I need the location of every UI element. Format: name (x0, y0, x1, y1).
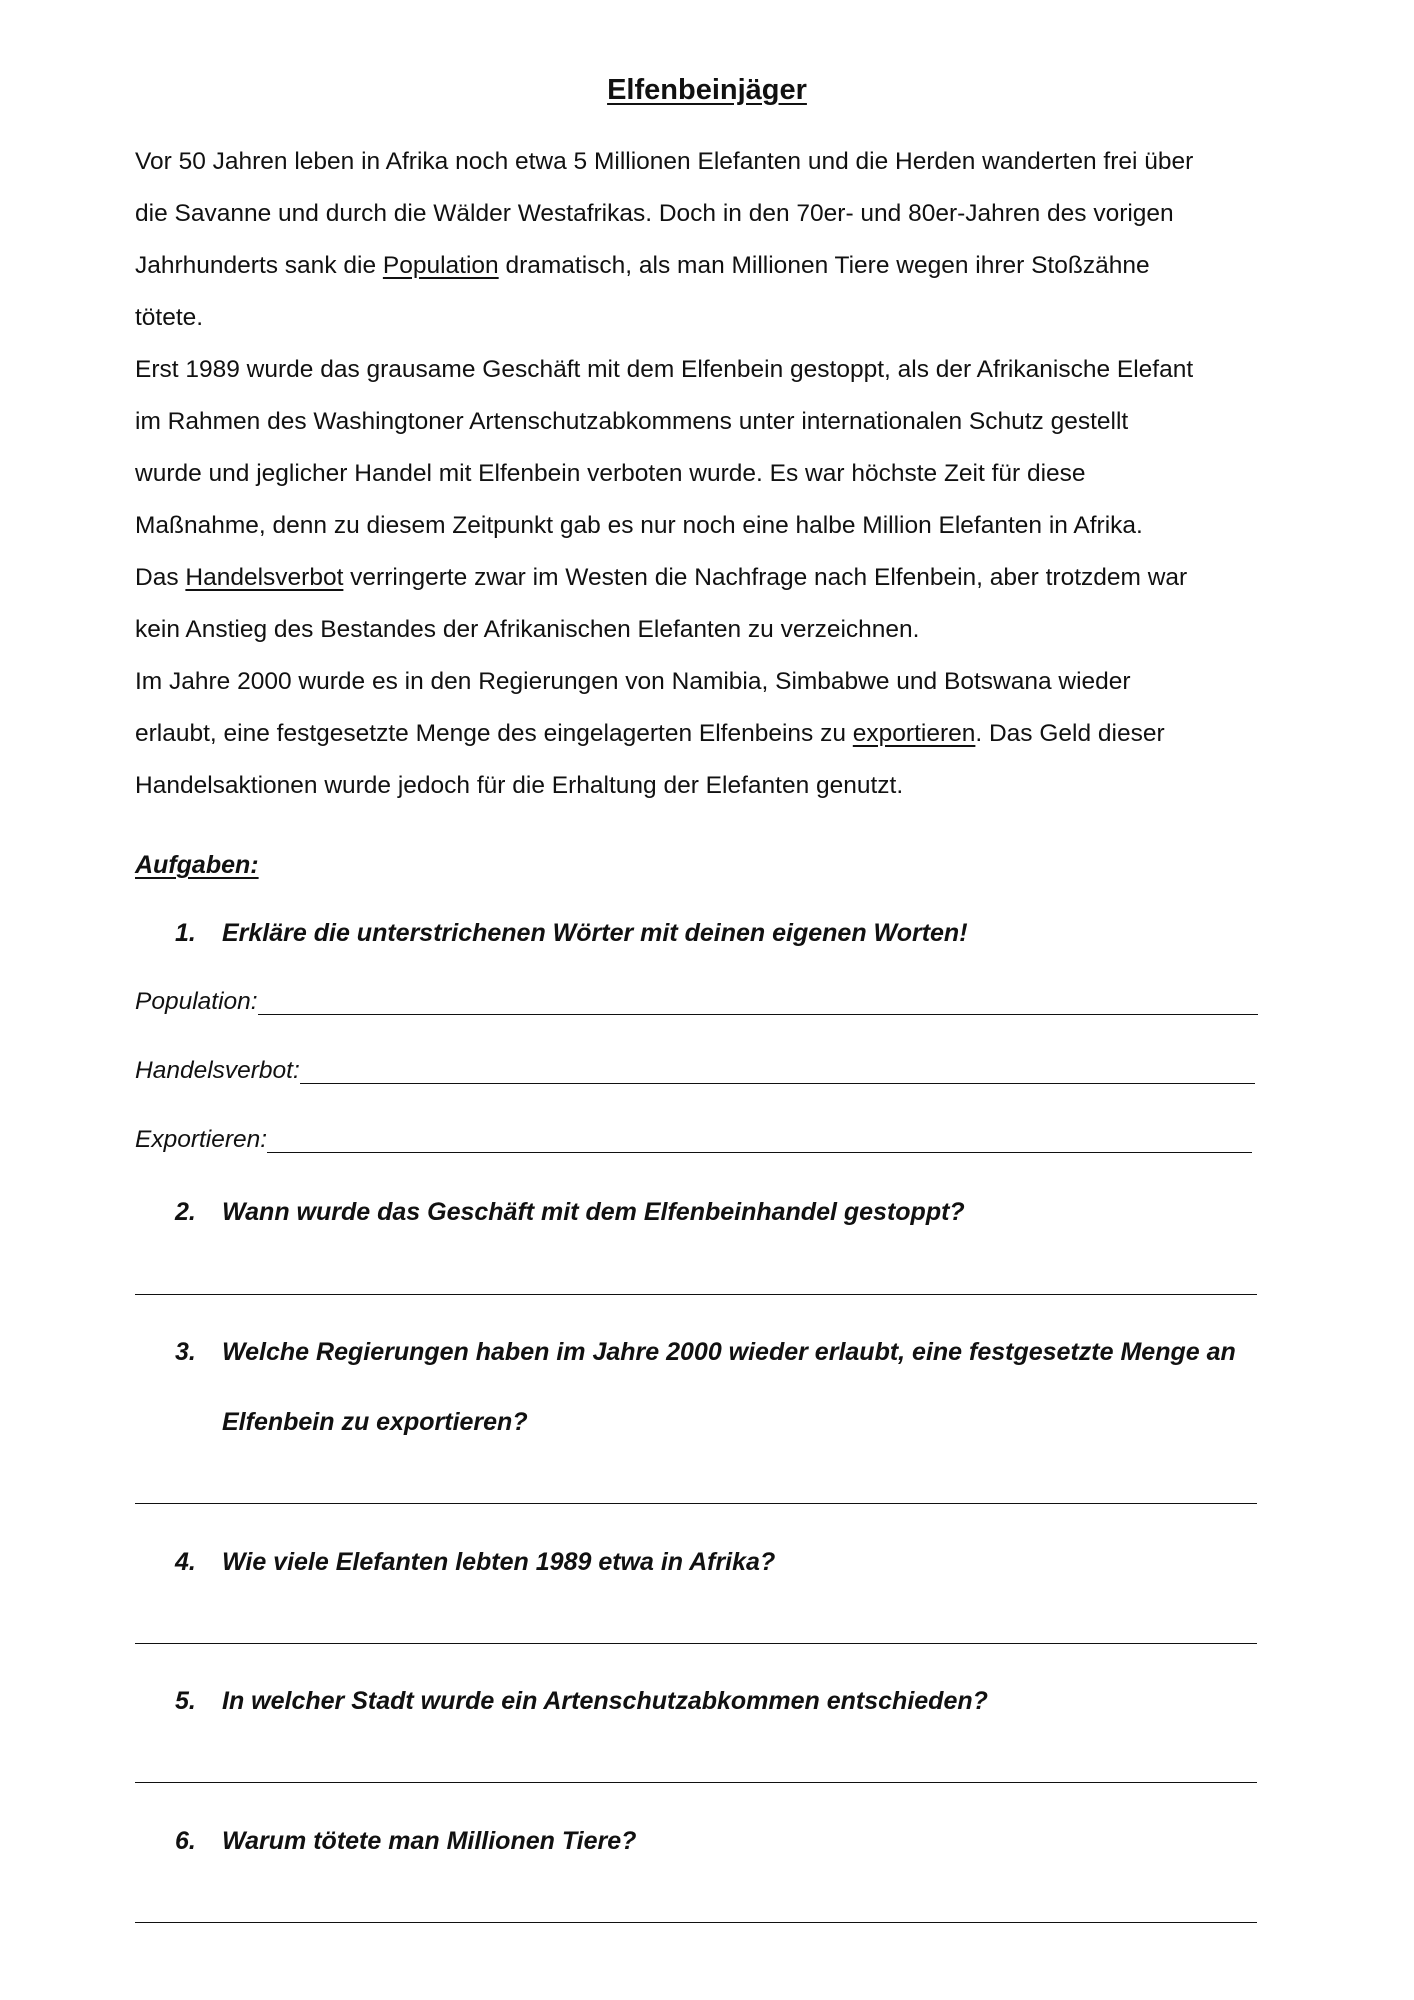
answer-line-question-5[interactable] (135, 1782, 1257, 1783)
question-number: 5. (175, 1687, 196, 1715)
text-line: kein Anstieg des Bestandes der Afrikanischen Elefanten zu verzeichnen. (135, 616, 920, 643)
underlined-term-population: Population (382, 252, 499, 279)
term-label: Exportieren: (135, 1126, 268, 1153)
answer-row-handelsverbot[interactable] (135, 1054, 1255, 1088)
question-number: 3. (175, 1338, 196, 1366)
answer-line-question-6[interactable] (135, 1922, 1257, 1923)
text-segment: . Das Geld dieser (975, 720, 1165, 747)
text-line: tötete. (135, 304, 204, 331)
question-number: 4. (175, 1548, 196, 1576)
text-line: Maßnahme, denn zu diesem Zeitpunkt gab es nur noch eine halbe Million Elefanten in Afrika. (135, 512, 1143, 539)
answer-row-exportieren[interactable] (135, 1123, 1252, 1157)
text-line: im Rahmen des Washingtoner Artenschutzabkommens unter internationalen Schutz gestellt (135, 408, 1129, 435)
answer-line-question-4[interactable] (135, 1643, 1257, 1644)
question-text: Erkläre die unterstrichenen Wörter mit deinen eigenen Worten! (222, 919, 968, 947)
page-title: Elfenbeinjäger (607, 74, 807, 106)
text-line (135, 249, 1150, 283)
text-line: Im Jahre 2000 wurde es in den Regierungen von Namibia, Simbabwe und Botswana wieder (135, 668, 1131, 695)
question-text: Wann wurde das Geschäft mit dem Elfenbeinhandel gestoppt? (222, 1198, 965, 1226)
text-segment: Jahrhunderts sank die (135, 252, 383, 279)
answer-line-question-3[interactable] (135, 1503, 1257, 1504)
question-3-continued: Elfenbein zu exportieren? (222, 1408, 528, 1436)
question-text: Warum tötete man Millionen Tiere? (222, 1827, 637, 1855)
text-segment: dramatisch, als man Millionen Tiere wegen ihrer Stoßzähne (498, 252, 1150, 279)
question-6 (175, 1824, 636, 1858)
text-line (135, 717, 1165, 751)
question-1 (175, 916, 968, 950)
tasks-heading: Aufgaben: (135, 851, 259, 879)
answer-field-handelsverbot[interactable] (300, 1057, 1255, 1084)
question-text: Welche Regierungen haben im Jahre 2000 wieder erlaubt, eine festgesetzte Menge an (222, 1338, 1236, 1366)
text-segment: verringerte zwar im Westen die Nachfrage nach Elfenbein, aber trotzdem war (343, 564, 1188, 591)
question-number: 2. (175, 1198, 196, 1226)
answer-line-question-2[interactable] (135, 1294, 1257, 1295)
text-line: wurde und jeglicher Handel mit Elfenbein verboten wurde. Es war höchste Zeit für diese (135, 460, 1086, 487)
text-line (135, 561, 1187, 595)
text-line: Vor 50 Jahren leben in Afrika noch etwa 5 Millionen Elefanten und die Herden wanderten frei über (135, 148, 1194, 175)
question-number: 1. (175, 919, 196, 947)
term-label: Population: (135, 988, 258, 1015)
question-5 (175, 1684, 988, 1718)
question-3 (175, 1335, 1236, 1369)
question-2 (175, 1195, 965, 1229)
text-segment: erlaubt, eine festgesetzte Menge des eingelagerten Elfenbeins zu (135, 720, 853, 747)
text-line: Erst 1989 wurde das grausame Geschäft mit dem Elfenbein gestoppt, als der Afrikanische Elefant (135, 356, 1194, 383)
underlined-term-exportieren: exportieren (852, 720, 976, 747)
text-segment: Das (135, 564, 186, 591)
question-4 (175, 1545, 775, 1579)
text-line: die Savanne und durch die Wälder Westafrikas. Doch in den 70er- und 80er-Jahren des vorigen (135, 200, 1174, 227)
question-number: 6. (175, 1827, 196, 1855)
answer-row-population[interactable] (135, 985, 1258, 1019)
answer-field-population[interactable] (258, 988, 1258, 1015)
term-label: Handelsverbot: (135, 1057, 300, 1084)
answer-field-exportieren[interactable] (267, 1126, 1252, 1153)
text-line: Handelsaktionen wurde jedoch für die Erhaltung der Elefanten genutzt. (135, 772, 904, 799)
underlined-term-handelsverbot: Handelsverbot (185, 564, 344, 591)
question-text: In welcher Stadt wurde ein Artenschutzabkommen entschieden? (222, 1687, 988, 1715)
question-text: Wie viele Elefanten lebten 1989 etwa in Afrika? (222, 1548, 776, 1576)
